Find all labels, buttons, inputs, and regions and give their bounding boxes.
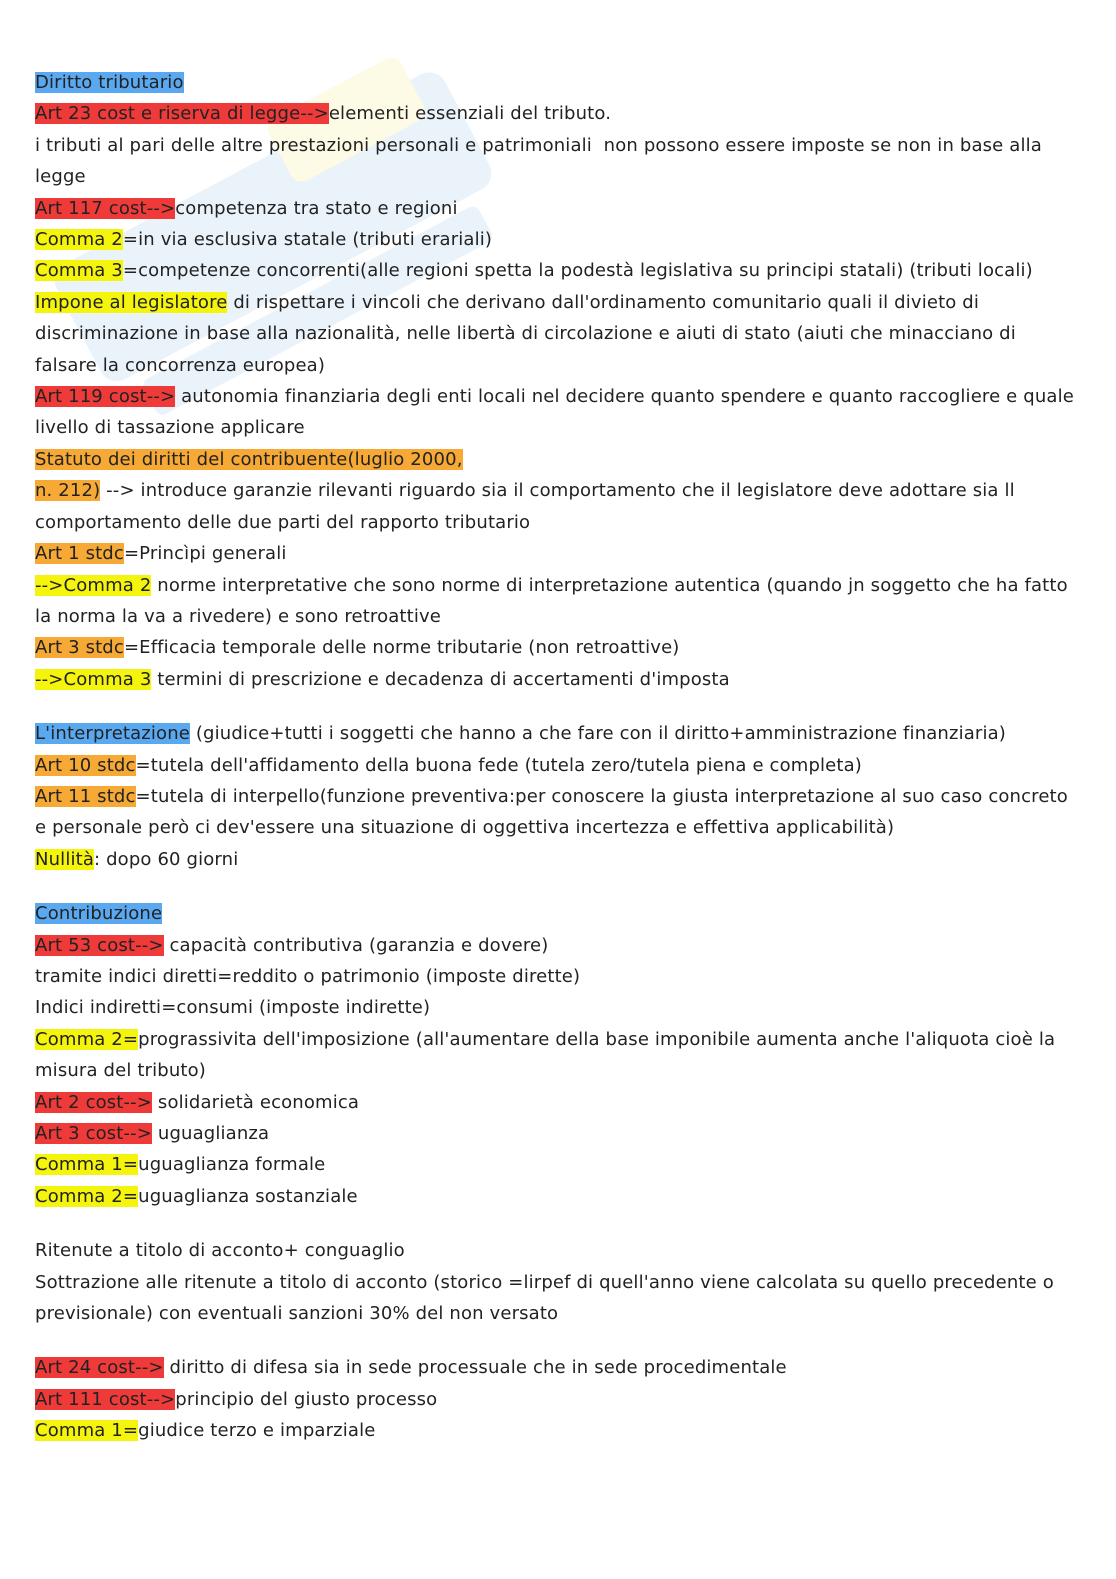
text-line — [35, 570, 1080, 633]
line-text: --> introduce garanzie rilevanti riguardo sia il comportamento che il legislatore deve adottare sia ll comportamento delle due parti del rapporto tributario — [35, 480, 1021, 533]
text-line — [35, 1181, 1080, 1212]
text-line — [35, 844, 1080, 875]
highlighted-label: Art 53 cost--> — [35, 934, 164, 956]
highlighted-label: Comma 1= — [35, 1420, 139, 1442]
text-line — [35, 781, 1080, 844]
line-text: =tutela dell'affidamento della buona fede (tutela zero/tutela piena e completa) — [135, 754, 862, 776]
line-text: di rispettare i vincoli che derivano dall'ordinamento comunitario quali il divieto di discriminazione in base alla nazionalità, nelle libertà di circolazione e aiuti di stato (aiuti che minacciano di falsare la concorrenza europea) — [35, 291, 1022, 376]
line-text: =in via esclusiva statale (tributi erariali) — [122, 229, 493, 251]
text-line — [35, 1024, 1080, 1087]
text-line — [35, 193, 1080, 224]
line-text: uguaglianza — [152, 1123, 270, 1144]
text-line — [35, 961, 1080, 992]
text-line — [35, 898, 1080, 929]
text-line — [35, 992, 1080, 1023]
text-line — [35, 1415, 1080, 1446]
highlighted-label: Art 11 stdc — [35, 785, 136, 807]
line-text: =competenze concorrenti(alle regioni spetta la podestà legislativa su principi statali) (tributi locali) — [122, 260, 1033, 282]
line-text: =Efficacia temporale delle norme tributarie (non retroattive) — [123, 637, 680, 659]
text-line — [35, 1149, 1080, 1180]
text-line — [35, 718, 1080, 749]
line-text: uguaglianza formale — [138, 1154, 326, 1176]
line-text: capacità contributiva (garanzia e dovere) — [163, 934, 549, 956]
highlighted-label: -->Comma 2 — [35, 574, 152, 596]
line-text: norme interpretative che sono norme di interpretazione autentica (quando jn soggetto che ha fatto la norma la va a rivedere) e sono retroattive — [35, 574, 1074, 627]
text-line — [35, 224, 1080, 255]
highlighted-label: Impone al legislatore — [35, 291, 228, 313]
line-text: Indici indiretti=consumi (imposte indirette) — [35, 997, 431, 1019]
highlighted-label: Art 10 stdc — [35, 754, 136, 776]
text-line — [35, 1235, 1080, 1266]
line-text: : dopo 60 giorni — [94, 848, 239, 870]
highlighted-label: Art 2 cost--> — [35, 1091, 153, 1113]
paragraph-gap — [35, 1329, 1080, 1352]
highlighted-label: -->Comma 3 — [35, 668, 152, 690]
highlighted-label: Statuto dei diritti del contribuente(luglio 2000, — [35, 448, 463, 470]
highlighted-label: Art 1 stdc — [35, 543, 124, 565]
line-text: tramite indici diretti=reddito o patrimonio (imposte dirette) — [35, 965, 581, 987]
text-line — [35, 98, 1080, 129]
paragraph-gap — [35, 875, 1080, 898]
paragraph-gap — [35, 695, 1080, 718]
line-text: uguaglianza sostanziale — [138, 1185, 358, 1207]
highlighted-label: Comma 3 — [35, 260, 123, 282]
highlighted-label: Art 23 cost e riserva di legge--> — [35, 103, 329, 125]
document-body — [35, 67, 1080, 1447]
highlighted-label: Comma 2= — [35, 1185, 139, 1207]
text-line — [35, 1087, 1080, 1118]
line-text: solidarietà economica — [152, 1091, 360, 1113]
text-line — [35, 1352, 1080, 1383]
highlighted-label: L'interpretazione — [35, 723, 191, 745]
text-line — [35, 1384, 1080, 1415]
line-text: termini di prescrizione e decadenza di accertamenti d'imposta — [151, 668, 730, 690]
line-text: =Princìpi generali — [123, 543, 287, 565]
line-text: giudice terzo e imparziale — [138, 1420, 376, 1442]
text-line — [35, 67, 1080, 98]
line-text: competenza tra stato e regioni — [175, 197, 458, 219]
highlighted-label: Comma 2= — [35, 1028, 139, 1050]
highlighted-label: Nullità — [35, 848, 95, 870]
highlighted-label: Art 3 stdc — [35, 637, 124, 659]
text-line — [35, 538, 1080, 569]
line-text: prograssivita dell'imposizione (all'aumentare della base imponibile aumenta anche l'aliquota cioè la misura del tributo) — [35, 1028, 1062, 1082]
line-text: i tributi al pari delle altre prestazioni personali e patrimoniali non possono essere imposte se non in base alla legge — [35, 134, 1048, 188]
line-text: =tutela di interpello(funzione preventiva:per conoscere la giusta interpretazione al suo caso concreto e personale però ci dev'essere una situazione di oggettiva incertezza e effettiva applicabilità) — [35, 785, 1074, 839]
text-line — [35, 750, 1080, 781]
line-text: principio del giusto processo — [175, 1388, 438, 1410]
line-text: elementi essenziali del tributo. — [328, 103, 612, 125]
highlighted-label: Art 111 cost--> — [35, 1388, 176, 1410]
highlighted-label: Art 24 cost--> — [35, 1357, 164, 1379]
text-line — [35, 1267, 1080, 1330]
text-line — [35, 475, 1080, 538]
highlighted-label: Art 3 cost--> — [35, 1123, 153, 1144]
highlighted-label: Diritto tributario — [35, 72, 184, 93]
line-text: diritto di difesa sia in sede processuale che in sede procedimentale — [163, 1357, 787, 1379]
line-text: autonomia finanziaria degli enti locali nel decidere quanto spendere e quanto raccogliere e quale livello di tassazione applicare — [35, 386, 1080, 439]
text-line — [35, 1118, 1080, 1149]
text-line — [35, 255, 1080, 286]
highlighted-label: n. 212) — [35, 480, 101, 502]
line-text: Sottrazione alle ritenute a titolo di acconto (storico =lirpef di quell'anno viene calcolata su quello precedente o previsionale) con eventuali sanzioni 30% del non versato — [35, 1271, 1060, 1325]
line-text: (giudice+tutti i soggetti che hanno a che fare con il diritto+amministrazione finanziaria) — [190, 723, 1006, 745]
highlighted-label: Contribuzione — [35, 903, 163, 925]
highlighted-label: Comma 2 — [35, 229, 123, 251]
text-line — [35, 381, 1080, 444]
text-line — [35, 130, 1080, 193]
text-line — [35, 632, 1080, 663]
highlighted-label: Art 117 cost--> — [35, 197, 176, 219]
paragraph-gap — [35, 1212, 1080, 1235]
text-line — [35, 287, 1080, 381]
text-line — [35, 930, 1080, 961]
text-line — [35, 444, 1080, 475]
text-line — [35, 664, 1080, 695]
highlighted-label: Comma 1= — [35, 1154, 139, 1176]
line-text: Ritenute a titolo di acconto+ conguaglio — [35, 1240, 405, 1262]
highlighted-label: Art 119 cost--> — [35, 386, 176, 408]
